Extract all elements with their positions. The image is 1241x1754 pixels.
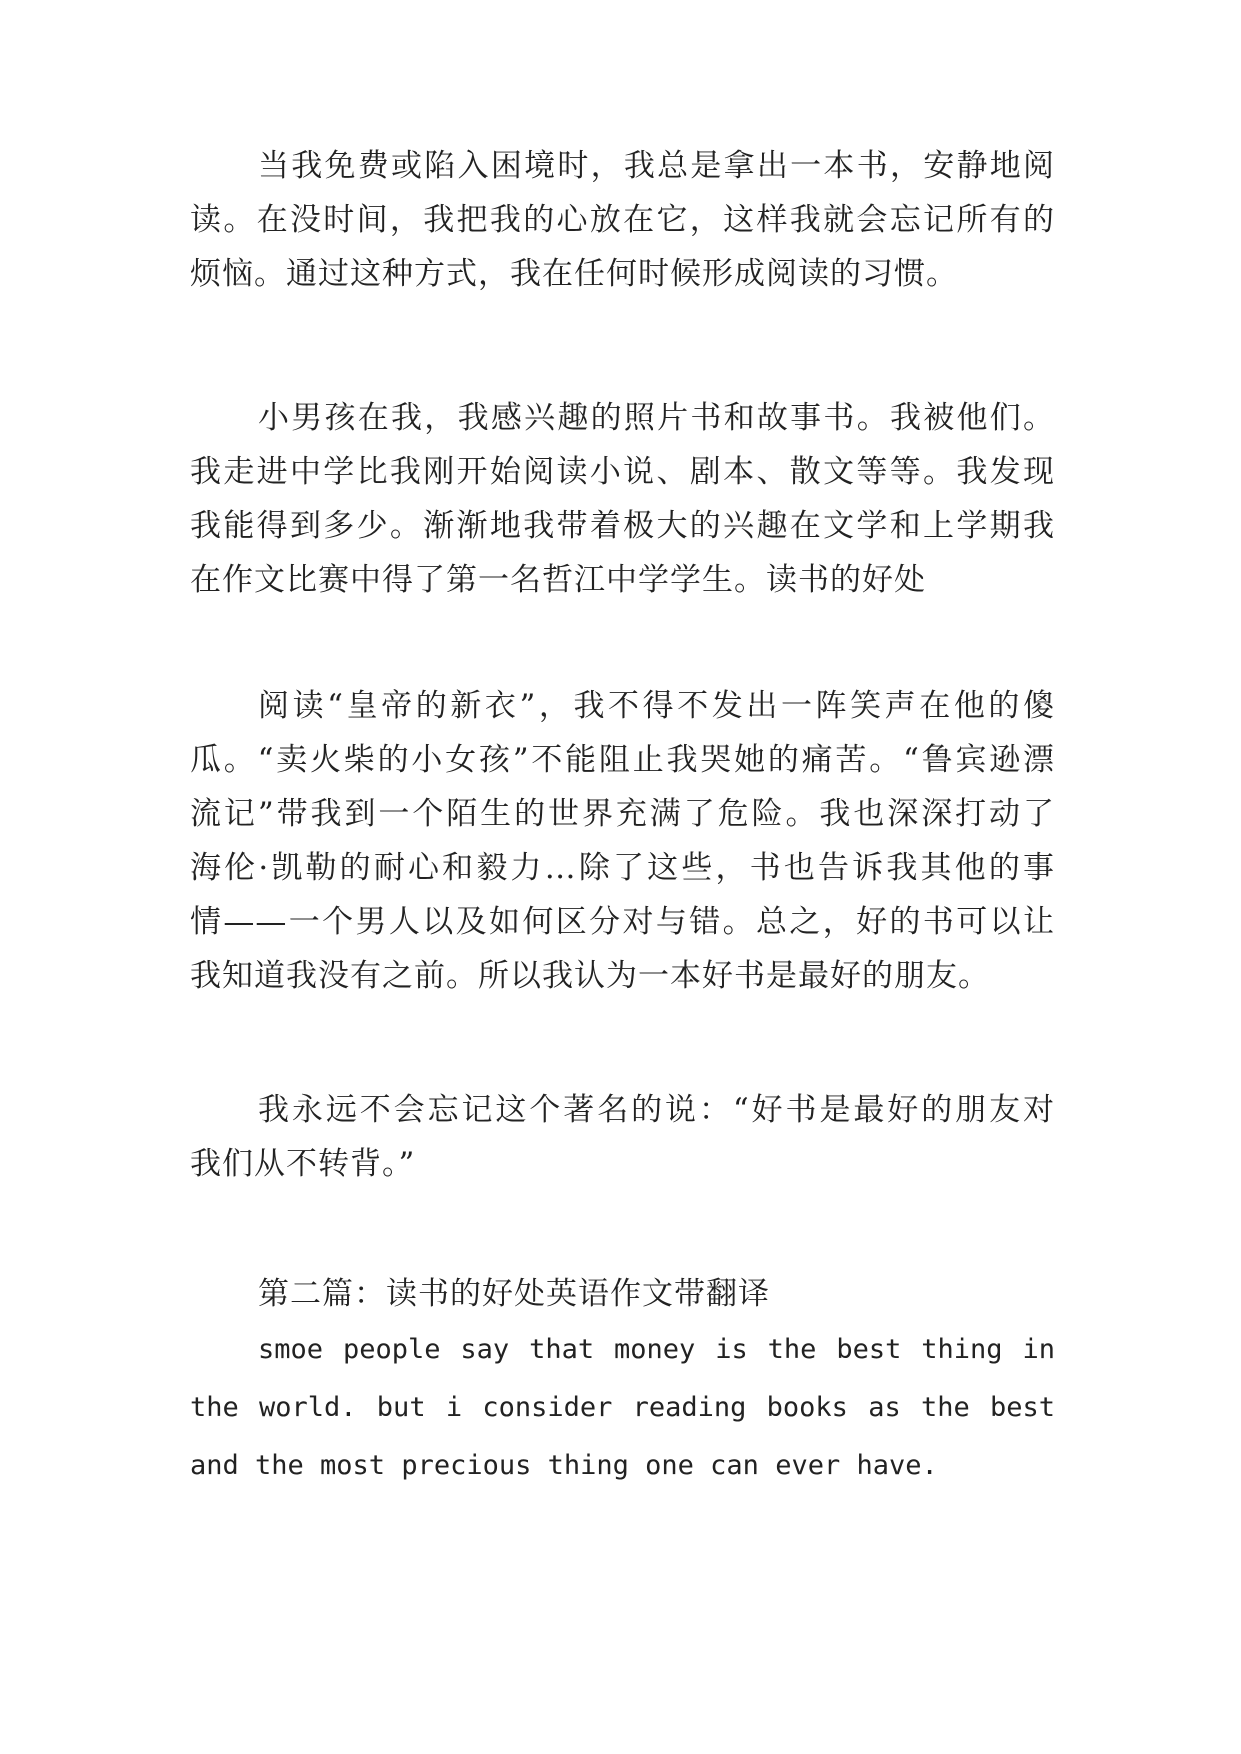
paragraph-3-line-1: 阅读“皇帝的新衣”，我不得不发出一阵笑声在他的傻 [258, 688, 1055, 724]
paragraph-1-line-3: 烦恼。通过这种方式，我在任何时候形成阅读的习惯。 [190, 256, 958, 292]
paragraph-2-line-1: 小男孩在我，我感兴趣的照片书和故事书。我被他们。 [258, 400, 1055, 436]
paragraph-4-line-2: 我们从不转背。” [190, 1146, 416, 1182]
paragraph-4-line-1: 我永远不会忘记这个著名的说：“好书是最好的朋友对 [258, 1092, 1055, 1128]
paragraph-1-line-2: 读。在没时间，我把我的心放在它，这样我就会忘记所有的 [190, 202, 1055, 238]
english-line-2: the world. but i consider reading books as the best [190, 1392, 1055, 1423]
paragraph-3-line-3: 流记”带我到一个陌生的世界充满了危险。我也深深打动了 [190, 796, 1055, 832]
section-heading: 第二篇：读书的好处英语作文带翻译 [258, 1276, 770, 1312]
english-line-1: smoe people say that money is the best thing in [258, 1334, 1055, 1365]
paragraph-3-line-6: 我知道我没有之前。所以我认为一本好书是最好的朋友。 [190, 958, 990, 994]
paragraph-2-line-2: 我走进中学比我刚开始阅读小说、剧本、散文等等。我发现 [190, 454, 1055, 490]
english-line-3: and the most precious thing one can ever have. [190, 1450, 938, 1481]
paragraph-2-line-4: 在作文比赛中得了第一名哲江中学学生。读书的好处 [190, 562, 926, 598]
paragraph-3-line-2: 瓜。“卖火柴的小女孩”不能阻止我哭她的痛苦。“鲁宾逊漂 [190, 742, 1055, 778]
paragraph-3-line-4: 海伦·凯勒的耐心和毅力…除了这些，书也告诉我其他的事 [190, 850, 1055, 886]
paragraph-3-line-5: 情——一个男人以及如何区分对与错。总之，好的书可以让 [190, 904, 1055, 940]
paragraph-1-line-1: 当我免费或陷入困境时，我总是拿出一本书，安静地阅 [258, 148, 1055, 184]
paragraph-2-line-3: 我能得到多少。渐渐地我带着极大的兴趣在文学和上学期我 [190, 508, 1055, 544]
